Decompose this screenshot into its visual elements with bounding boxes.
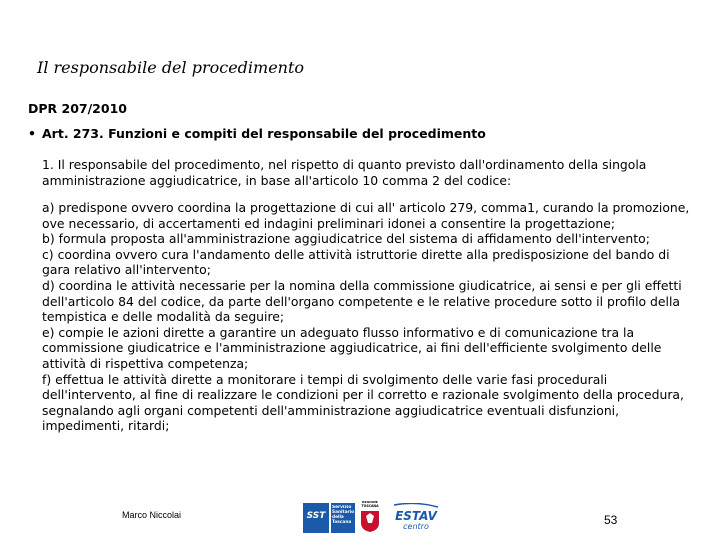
paragraph-list [42, 200, 692, 434]
list-item-e: e) compie le azioni dirette a garantire un adeguato flusso informativo e di comunicazione tra la commissione giudicatrice e l'amministrazione aggiudicatrice, ai fini dell'efficiente svolgimento delle attività di rispettiva competenza; [42, 324, 662, 371]
estav-logo-text: ESTAV [395, 509, 437, 523]
list-item-d: d) coordina le attività necessarie per la nomina della commissione giudicatrice, ai sensi e per gli effetti dell'articolo 84 del codice, da parte dell'organo competente e le relative procedure sotto il profilo della tempistica e delle modalità da seguire; [42, 277, 682, 325]
ssr-logo-text: SST [306, 511, 326, 521]
estav-swoosh-icon [394, 503, 438, 507]
estav-logo-sub: centro [403, 522, 429, 531]
list-item-c: c) coordina ovvero cura l'andamento delle attività istruttorie dirette alla predisposizione del bando di gara relativo all'intervento; [42, 246, 670, 278]
bullet-text: Art. 273. Funzioni e compiti del responsabile del procedimento [42, 126, 486, 141]
bullet-heading [28, 126, 486, 141]
ssr-logo-caption: Servizio Sanitario della Toscana [332, 505, 355, 525]
slide-subtitle: DPR 207/2010 [28, 101, 127, 116]
paragraph-intro: 1. Il responsabile del procedimento, nel rispetto di quanto previsto dall'ordinamento della singola amministrazione aggiudicatrice, in base all'articolo 10 comma 2 del codice: [42, 157, 647, 188]
slide-title: Il responsabile del procedimento [37, 58, 305, 77]
list-item-b: b) formula proposta all'amministrazione aggiudicatrice del sistema di affidamento dell'intervento; [42, 231, 650, 247]
bullet-symbol: • [28, 126, 36, 141]
regione-toscana-logo [358, 501, 382, 533]
regione-toscana-text: REGIONE TOSCANA [361, 501, 379, 508]
page-number: 53 [604, 513, 618, 527]
estav-logo [392, 503, 440, 531]
list-item-f: f) effettua le attività dirette a monitorare i tempi di svolgimento delle varie fasi procedurali dell'intervento, al fine di realizzare le condizioni per il corretto e razionale svolgimento della procedura, segnalando agli organi competenti dell'amministrazione aggiudicatrice eventuali disfunzioni, impedimenti, ritardi; [42, 371, 684, 434]
list-item-a: a) predispone ovvero coordina la progettazione di cui all' articolo 279, comma1, curando la promozione, ove necessario, di accertamenti ed indagini preliminari idonei a consentire la progettazione; [42, 200, 690, 231]
footer-author: Marco Niccolai [122, 510, 182, 520]
ssr-logo [303, 503, 355, 533]
